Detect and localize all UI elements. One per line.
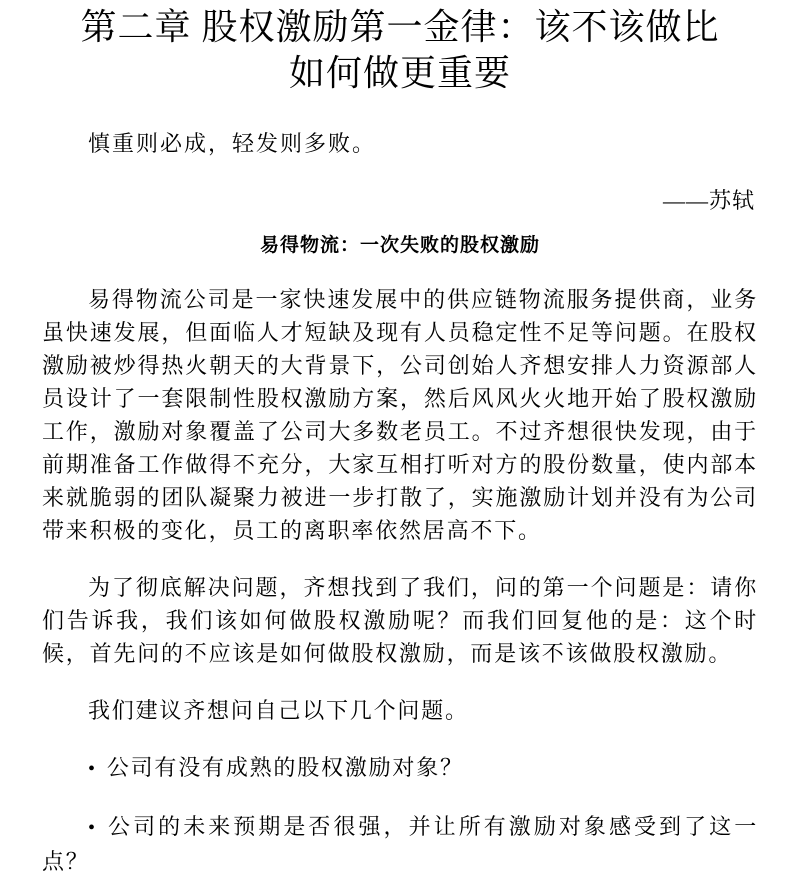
- paragraph-1: 易得物流公司是一家快速发展中的供应链物流服务提供商，业务虽快速发展，但面临人才短缺及现有人员稳定性不足等问题。在股权激励被炒得热火朝天的大背景下，公司创始人齐想安排人力资源部人员设计了一套限制性股权激励方案，然后风风火火地开始了股权激励工作，激励对象覆盖了公司大多数老员工。不过齐想很快发现，由于前期准备工作做得不充分，大家互相打听对方的股份数量，使内部本来就脆弱的团队凝聚力被进一步打散了，实施激励计划并没有为公司带来积极的变化，员工的离职率依然居高不下。: [42, 287, 758, 543]
- bullet-icon: •: [88, 758, 97, 780]
- bullet-text: 公司有没有成熟的股权激励对象？: [106, 755, 464, 780]
- bullet-item-2: [42, 810, 758, 878]
- bullet-item-1: [42, 751, 758, 786]
- chapter-title: 第二章 股权激励第一金律：该不该做比如何做更重要: [80, 7, 720, 93]
- paragraph-2: 为了彻底解决问题，齐想找到了我们，问的第一个问题是：请你们告诉我，我们该如何做股权激励呢？而我们回复他的是：这个时候，首先问的不应该是如何做股权激励，而是该不该做股权激励。: [42, 575, 758, 666]
- epigraph-quote: 慎重则必成，轻发则多败。: [88, 131, 377, 156]
- paragraph-3: 我们建议齐想问自己以下几个问题。: [88, 698, 469, 723]
- epigraph-attribution: ——苏轼: [662, 188, 755, 213]
- bullet-icon: •: [88, 817, 97, 839]
- section-heading: 易得物流：一次失败的股权激励: [259, 235, 540, 256]
- bullet-text: 公司的未来预期是否很强，并让所有激励对象感受到了这一点？: [42, 814, 758, 874]
